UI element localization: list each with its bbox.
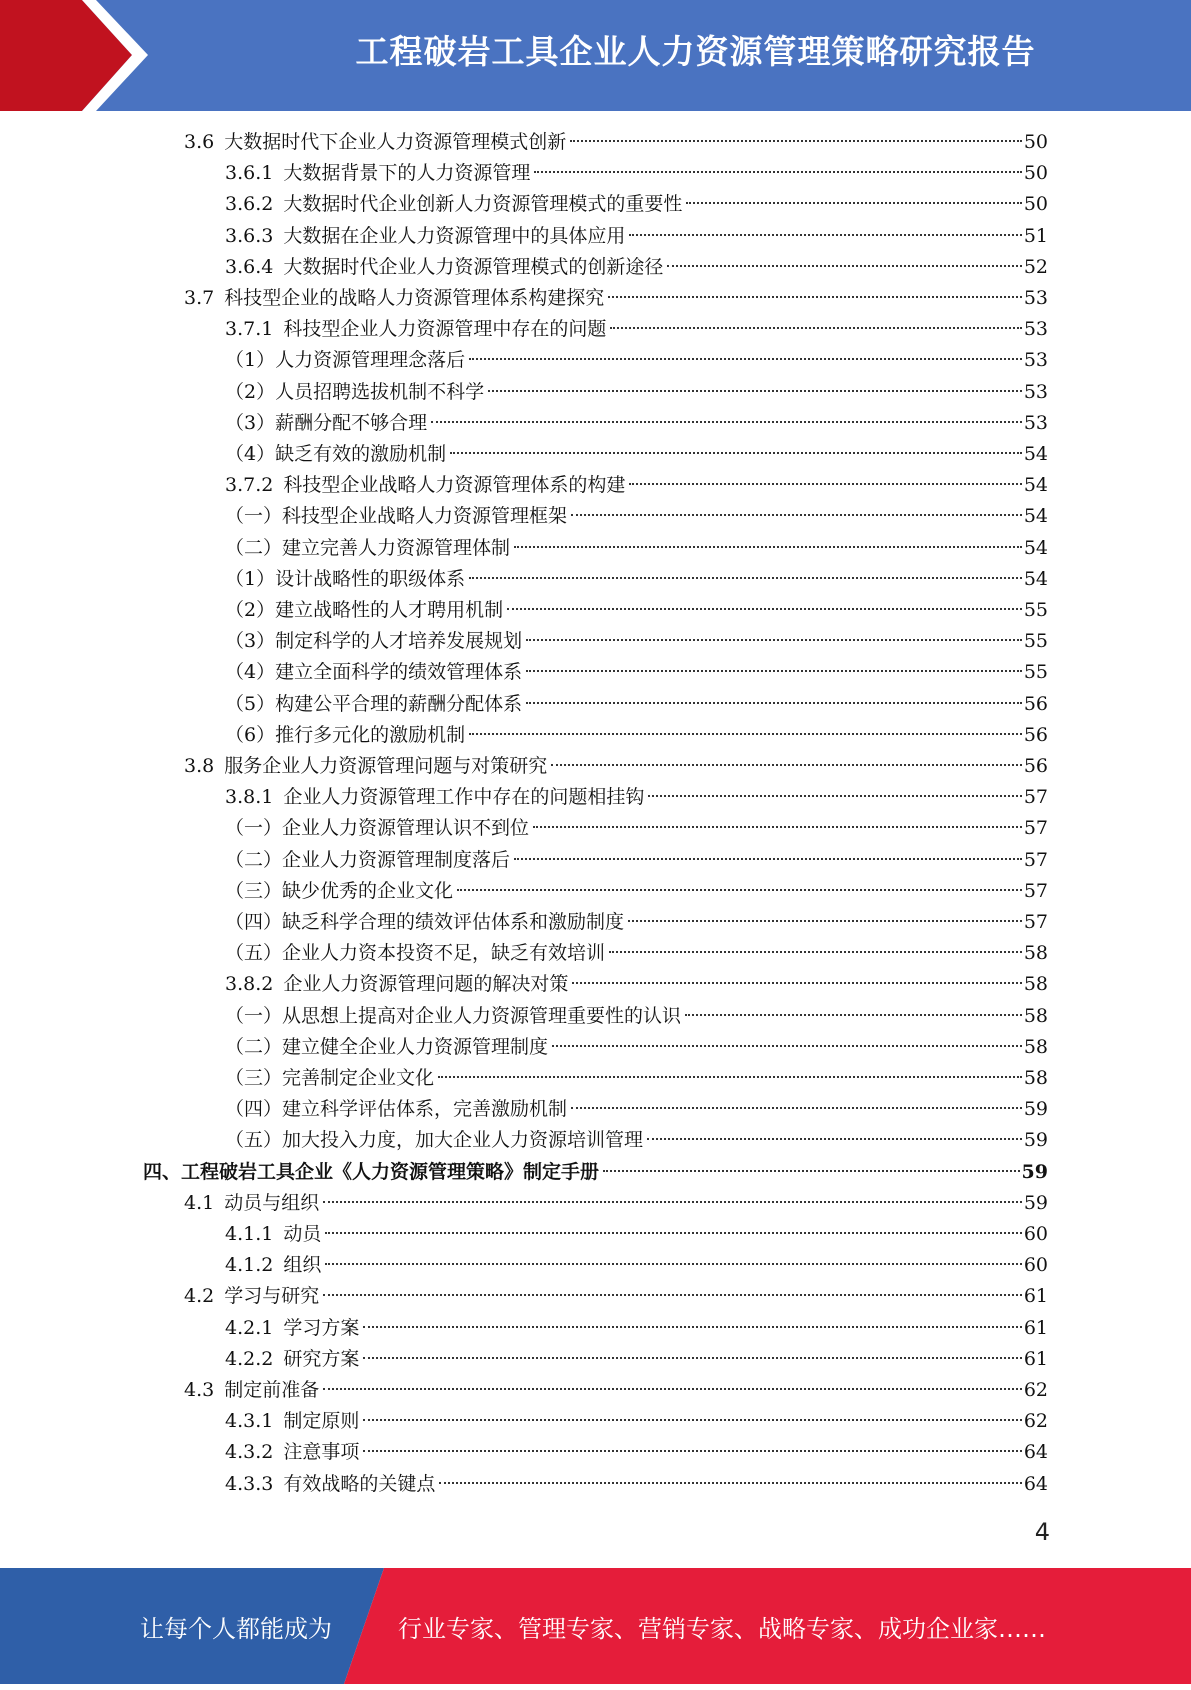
toc-entry-number: 3.7.2 [225, 474, 274, 496]
toc-leader-dots [571, 514, 1022, 516]
toc-entry-page: 57 [1023, 786, 1048, 808]
toc-entry-number: 4.3 [184, 1379, 215, 1401]
toc-entry-title: 研究方案 [283, 1348, 360, 1370]
toc-entry-title: （1）设计战略性的职级体系 [225, 568, 466, 590]
toc-leader-dots [469, 577, 1022, 579]
toc-entry-number: 3.7.1 [225, 318, 274, 340]
toc-entry-page: 50 [1023, 193, 1048, 215]
toc-entry-title: 大数据时代企业创新人力资源管理模式的重要性 [283, 193, 683, 215]
toc-entry-title: 企业人力资源管理问题的解决对策 [283, 973, 569, 995]
toc-entry-title: 学习与研究 [224, 1285, 320, 1307]
toc-entry-page: 54 [1023, 474, 1048, 496]
toc-entry[interactable] [225, 1313, 1048, 1344]
toc-entry[interactable] [225, 564, 1048, 595]
toc-entry-page: 56 [1023, 755, 1048, 777]
toc-entry-number: 3.8 [184, 755, 215, 777]
toc-entry-title: 有效战略的关键点 [283, 1473, 436, 1495]
toc-entry[interactable] [225, 470, 1048, 501]
toc-leader-dots [323, 1388, 1022, 1390]
toc-entry[interactable] [225, 1406, 1048, 1437]
toc-entry-page: 50 [1023, 131, 1048, 153]
toc-entry-number: 3.6 [184, 131, 215, 153]
toc-entry-number: 4.2 [184, 1285, 215, 1307]
toc-entry-title: （一）企业人力资源管理认识不到位 [225, 817, 530, 839]
toc-entry-page: 53 [1023, 381, 1048, 403]
toc-entry[interactable] [225, 1219, 1048, 1250]
toc-leader-dots [533, 826, 1022, 828]
toc-entry-page: 53 [1023, 318, 1048, 340]
toc-entry[interactable] [225, 314, 1048, 345]
toc-leader-dots [363, 1450, 1021, 1452]
toc-entry[interactable] [225, 595, 1048, 626]
toc-entry-number: 3.6.2 [225, 193, 274, 215]
toc-leader-dots [450, 452, 1022, 454]
toc-entry[interactable] [225, 876, 1048, 907]
toc-entry-page: 58 [1023, 973, 1048, 995]
toc-entry-number: 4.2.1 [225, 1317, 274, 1339]
toc-entry-page: 57 [1023, 849, 1048, 871]
toc-entry-page: 60 [1023, 1223, 1048, 1245]
toc-entry-title: 大数据背景下的人力资源管理 [283, 162, 531, 184]
toc-entry-number: 4.3.3 [225, 1473, 274, 1495]
toc-leader-dots [526, 670, 1022, 672]
toc-entry-title: （四）缺乏科学合理的绩效评估体系和激励制度 [225, 911, 625, 933]
toc-entry-number: 3.8.2 [225, 973, 274, 995]
toc-leader-dots [571, 1107, 1022, 1109]
toc-entry-page: 57 [1023, 911, 1048, 933]
toc-entry-title: 科技型企业的战略人力资源管理体系构建探究 [224, 287, 605, 309]
toc-entry[interactable] [225, 782, 1048, 813]
toc-entry[interactable] [225, 1032, 1048, 1063]
toc-entry-page: 61 [1023, 1285, 1048, 1307]
toc-entry-number: 3.8.1 [225, 786, 274, 808]
toc-entry[interactable] [225, 439, 1048, 470]
toc-entry[interactable] [225, 1250, 1048, 1281]
toc-leader-dots [323, 1294, 1022, 1296]
toc-leader-dots [325, 1263, 1021, 1265]
toc-entry[interactable] [184, 1281, 1048, 1312]
toc-entry[interactable] [225, 720, 1048, 751]
toc-entry-title: （五）加大投入力度，加大企业人力资源培训管理 [225, 1129, 644, 1151]
toc-entry-title: 注意事项 [283, 1441, 360, 1463]
toc-entry-page: 54 [1023, 537, 1048, 559]
toc-entry-page: 59 [1023, 1098, 1048, 1120]
toc-entry-title: （二）建立健全企业人力资源管理制度 [225, 1036, 549, 1058]
toc-leader-dots [609, 951, 1022, 953]
toc-entry[interactable] [225, 1344, 1048, 1375]
toc-leader-dots [534, 171, 1021, 173]
toc-entry-page: 55 [1023, 599, 1048, 621]
toc-leader-dots [685, 1014, 1022, 1016]
toc-leader-dots [629, 483, 1021, 485]
toc-entry-title: 科技型企业人力资源管理中存在的问题 [283, 318, 607, 340]
toc-leader-dots [629, 234, 1021, 236]
toc-leader-dots [514, 858, 1022, 860]
toc-entry-title: （1）人力资源管理理念落后 [225, 349, 466, 371]
toc-leader-dots [526, 702, 1022, 704]
report-title: 工程破岩工具企业人力资源管理策略研究报告 [355, 32, 1036, 71]
toc-entry-title: （2）人员招聘选拔机制不科学 [225, 381, 485, 403]
toc-entry[interactable] [225, 813, 1048, 844]
toc-entry[interactable] [225, 1437, 1048, 1468]
toc-entry-page: 53 [1023, 412, 1048, 434]
toc-entry[interactable] [225, 845, 1048, 876]
toc-entry-page: 54 [1023, 568, 1048, 590]
toc-entry-page: 62 [1023, 1379, 1048, 1401]
toc-entry[interactable] [225, 657, 1048, 688]
toc-leader-dots [438, 1076, 1022, 1078]
toc-entry-title: 制定原则 [283, 1410, 360, 1432]
toc-entry[interactable] [225, 345, 1048, 376]
toc-entry-page: 55 [1023, 661, 1048, 683]
toc-leader-dots [570, 140, 1022, 142]
toc-leader-dots [457, 889, 1022, 891]
toc-entry-number: 4.1.2 [225, 1254, 274, 1276]
toc-entry[interactable] [225, 969, 1048, 1000]
toc-entry-title: （五）企业人力资本投资不足，缺乏有效培训 [225, 942, 606, 964]
toc-leader-dots [610, 327, 1021, 329]
toc-entry-number: 4.3.1 [225, 1410, 274, 1432]
toc-entry-title: （二）企业人力资源管理制度落后 [225, 849, 511, 871]
toc-entry-title: （4）缺乏有效的激励机制 [225, 443, 447, 465]
toc-entry[interactable] [225, 377, 1048, 408]
toc-leader-dots [363, 1419, 1021, 1421]
toc-entry-title: 企业人力资源管理工作中存在的问题相挂钩 [283, 786, 645, 808]
toc-entry-title: （4）建立全面科学的绩效管理体系 [225, 661, 523, 683]
toc-entry-page: 57 [1023, 817, 1048, 839]
toc-entry-number: 4.1 [184, 1192, 215, 1214]
page-header [0, 0, 1191, 111]
toc-entry-page: 64 [1023, 1473, 1048, 1495]
toc-entry-page: 58 [1023, 1036, 1048, 1058]
toc-entry-page: 59 [1023, 1129, 1048, 1151]
toc-leader-dots [552, 1045, 1022, 1047]
toc-entry-number: 3.7 [184, 287, 215, 309]
toc-entry[interactable] [225, 1063, 1048, 1094]
toc-leader-dots [551, 764, 1022, 766]
toc-entry-page: 62 [1023, 1410, 1048, 1432]
toc-leader-dots [514, 546, 1022, 548]
toc-entry-page: 56 [1023, 693, 1048, 715]
toc-entry-title: 服务企业人力资源管理问题与对策研究 [224, 755, 548, 777]
toc-entry[interactable] [225, 158, 1048, 189]
toc-entry-page: 56 [1023, 724, 1048, 746]
toc-leader-dots [628, 920, 1022, 922]
toc-entry[interactable] [225, 501, 1048, 532]
toc-entry-page: 54 [1023, 505, 1048, 527]
toc-leader-dots [488, 390, 1022, 392]
toc-entry[interactable] [184, 1375, 1048, 1406]
toc-leader-dots [431, 421, 1022, 423]
toc-entry[interactable] [225, 1094, 1048, 1125]
toc-entry[interactable] [184, 127, 1048, 158]
toc-entry-page: 53 [1023, 287, 1048, 309]
footer-slogan-right: 行业专家、管理专家、营销专家、战略专家、成功企业家…… [398, 1615, 1046, 1643]
header-arrow-decoration [0, 0, 200, 111]
toc-entry-title: 大数据在企业人力资源管理中的具体应用 [283, 225, 626, 247]
toc-entry-title: （一）科技型企业战略人力资源管理框架 [225, 505, 568, 527]
toc-entry[interactable] [184, 751, 1048, 782]
toc-leader-dots [439, 1482, 1021, 1484]
page-number: 4 [1034, 1518, 1050, 1546]
toc-entry-page: 57 [1023, 880, 1048, 902]
toc-entry[interactable] [184, 1188, 1048, 1219]
toc-entry-number: 3.6.3 [225, 225, 274, 247]
toc-entry-title: 组织 [283, 1254, 322, 1276]
toc-entry-number: 3.6.1 [225, 162, 274, 184]
toc-entry-title: （三）完善制定企业文化 [225, 1067, 435, 1089]
toc-leader-dots [667, 265, 1021, 267]
toc-leader-dots [323, 1201, 1022, 1203]
toc-leader-dots [648, 795, 1021, 797]
toc-entry-title: （3）制定科学的人才培养发展规划 [225, 630, 523, 652]
toc-leader-dots [325, 1232, 1021, 1234]
toc-leader-dots [572, 982, 1021, 984]
toc-entry[interactable] [225, 408, 1048, 439]
toc-entry-number: 4.2.2 [225, 1348, 274, 1370]
toc-entry[interactable] [143, 1157, 1048, 1188]
toc-entry[interactable] [225, 907, 1048, 938]
page-footer [0, 1568, 1191, 1684]
toc-leader-dots [507, 608, 1022, 610]
toc-entry-page: 61 [1023, 1348, 1048, 1370]
toc-entry-page: 64 [1023, 1441, 1048, 1463]
toc-entry-title: （四）建立科学评估体系，完善激励机制 [225, 1098, 568, 1120]
toc-leader-dots [363, 1357, 1021, 1359]
toc-entry[interactable] [225, 221, 1048, 252]
toc-entry-page: 60 [1023, 1254, 1048, 1276]
toc-entry-title: 动员 [283, 1223, 322, 1245]
toc-entry-page: 50 [1023, 162, 1048, 184]
toc-entry-title: （二）建立完善人力资源管理体制 [225, 537, 511, 559]
toc-entry-page: 58 [1023, 1067, 1048, 1089]
toc-entry-page: 53 [1023, 349, 1048, 371]
toc-entry-title: 学习方案 [283, 1317, 360, 1339]
toc-entry[interactable] [225, 533, 1048, 564]
toc-entry[interactable] [225, 1001, 1048, 1032]
toc-entry-number: 4.1.1 [225, 1223, 274, 1245]
toc-entry-page: 54 [1023, 443, 1048, 465]
toc-entry-number: 3.6.4 [225, 256, 274, 278]
toc-entry-page: 52 [1023, 256, 1048, 278]
toc-entry-title: （6）推行多元化的激励机制 [225, 724, 466, 746]
toc-entry[interactable] [225, 1125, 1048, 1156]
toc-leader-dots [469, 733, 1022, 735]
toc-entry-title: 大数据时代企业人力资源管理模式的创新途径 [283, 256, 664, 278]
footer-slogan-left: 让每个人都能成为 [140, 1615, 332, 1643]
toc-entry-page: 61 [1023, 1317, 1048, 1339]
toc-entry[interactable] [184, 283, 1048, 314]
toc-entry-page: 58 [1023, 942, 1048, 964]
toc-entry-title: （一）从思想上提高对企业人力资源管理重要性的认识 [225, 1005, 682, 1027]
toc-entry-title: （三）缺少优秀的企业文化 [225, 880, 454, 902]
toc-entry[interactable] [225, 938, 1048, 969]
toc-entry[interactable] [225, 189, 1048, 220]
toc-entry-page: 59 [1021, 1161, 1048, 1183]
toc-entry-title: 四、工程破岩工具企业《人力资源管理策略》制定手册 [143, 1161, 600, 1183]
toc-entry[interactable] [225, 252, 1048, 283]
toc-entry-page: 58 [1023, 1005, 1048, 1027]
toc-entry-title: 制定前准备 [224, 1379, 320, 1401]
toc-entry-title: 大数据时代下企业人力资源管理模式创新 [224, 131, 567, 153]
toc-leader-dots [603, 1170, 1020, 1172]
toc-entry-page: 55 [1023, 630, 1048, 652]
toc-entry-title: 动员与组织 [224, 1192, 320, 1214]
toc-entry-number: 4.3.2 [225, 1441, 274, 1463]
toc-leader-dots [526, 639, 1022, 641]
toc-entry-title: （2）建立战略性的人才聘用机制 [225, 599, 504, 621]
toc-entry[interactable] [225, 689, 1048, 720]
toc-leader-dots [363, 1326, 1021, 1328]
toc-leader-dots [608, 296, 1022, 298]
toc-leader-dots [686, 202, 1021, 204]
toc-entry-page: 51 [1023, 225, 1048, 247]
toc-entry[interactable] [225, 626, 1048, 657]
toc-entry-title: （3）薪酬分配不够合理 [225, 412, 428, 434]
toc-entry[interactable] [225, 1469, 1048, 1500]
toc-entry-page: 59 [1023, 1192, 1048, 1214]
toc-leader-dots [647, 1138, 1022, 1140]
toc-entry-title: （5）构建公平合理的薪酬分配体系 [225, 693, 523, 715]
toc-leader-dots [469, 358, 1022, 360]
toc-entry-title: 科技型企业战略人力资源管理体系的构建 [283, 474, 626, 496]
